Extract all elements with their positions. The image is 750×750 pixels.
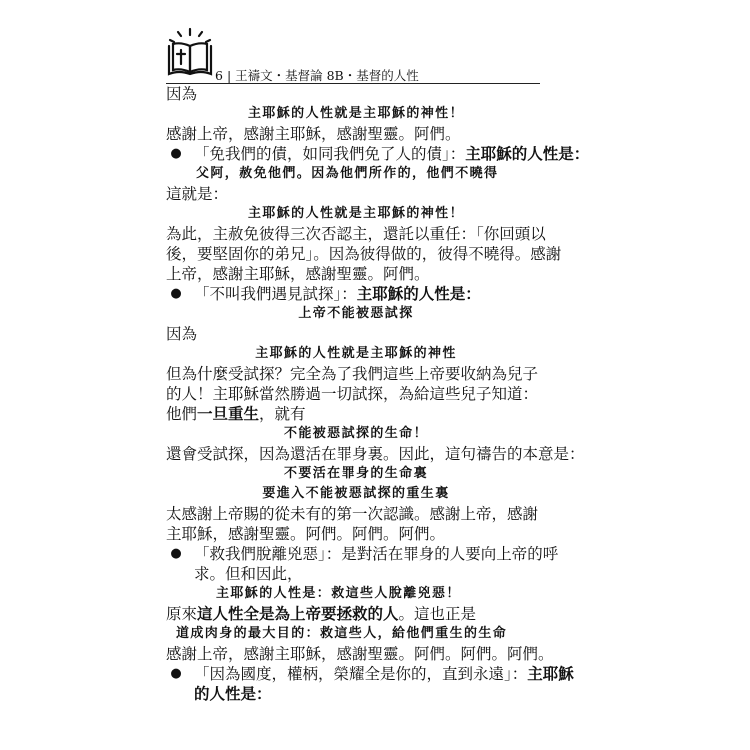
bullet-text: 「免我們的債，如同我們免了人的債」： bbox=[194, 145, 466, 163]
emphasis-line: 不能被惡試探的生命！ bbox=[283, 426, 428, 441]
bold-text: 主耶穌的人性是： bbox=[465, 144, 590, 163]
bullet-item bbox=[166, 664, 574, 684]
bullet-item bbox=[166, 544, 559, 564]
bullet-icon: ● bbox=[170, 666, 182, 681]
text-segment: 他們 bbox=[166, 405, 198, 423]
text-line: 因為 bbox=[166, 325, 198, 343]
text-line: 後，要堅固你的弟兄」。因為彼得做的，彼得不曉得。感謝 bbox=[166, 245, 562, 263]
text-line: 感謝上帝，感謝主耶穌，感謝聖靈。阿們。阿們。阿們。 bbox=[166, 645, 554, 663]
bold-text: 主耶穌的人性是： bbox=[356, 284, 481, 303]
emphasis-line: 主耶穌的人性是：救這些人脫離兇惡！ bbox=[216, 586, 461, 601]
emphasis-line: 主耶穌的人性就是主耶穌的神性 bbox=[255, 346, 457, 361]
emphasis-line: 要進入不能被惡試探的重生裏 bbox=[262, 486, 450, 501]
text-line: 還會受試探，因為還活在罪身裏。因此，這句禱告的本意是： bbox=[166, 445, 585, 463]
emphasis-line: 主耶穌的人性就是主耶穌的神性！ bbox=[247, 206, 464, 221]
emphasis-line: 道成肉身的最大目的：救這些人，給他們重生的生命 bbox=[176, 626, 508, 641]
bold-text: 這人性全是為上帝要拯救的人 bbox=[197, 604, 399, 623]
bullet-item bbox=[166, 144, 590, 164]
bullet-text: 「因為國度，權柄，榮耀全是你的，直到永遠」： bbox=[194, 665, 528, 683]
header-text bbox=[215, 66, 419, 84]
text-line: 因為 bbox=[166, 85, 198, 103]
body-text bbox=[166, 84, 590, 704]
open-bible-cross-icon bbox=[166, 26, 214, 78]
text-line bbox=[166, 604, 546, 624]
text-line: 但為什麼受試探？完全為了我們這些上帝要收納為兒子 bbox=[166, 365, 539, 383]
page-number: 6 bbox=[215, 68, 223, 83]
bullet-icon: ● bbox=[170, 286, 182, 301]
bold-text: 一旦重生 bbox=[197, 404, 260, 423]
page-header bbox=[166, 26, 540, 88]
bullet-icon: ● bbox=[170, 146, 182, 161]
bold-line: 的人性是： bbox=[194, 684, 272, 703]
emphasis-line: 主耶穌的人性就是主耶穌的神性！ bbox=[247, 106, 464, 121]
text-segment: ，就有 bbox=[259, 405, 306, 423]
text-segment: 。這也正是 bbox=[398, 605, 477, 623]
text-line: 上帝，感謝主耶穌，感謝聖靈。阿們。 bbox=[166, 265, 430, 283]
bullet-text: 「不叫我們遇見試探」： bbox=[194, 285, 357, 303]
bold-text: 主耶穌 bbox=[527, 664, 574, 683]
emphasis-line: 上帝不能被惡試探 bbox=[298, 306, 414, 321]
text-line: 感謝上帝，感謝主耶穌，感謝聖靈。阿們。 bbox=[166, 125, 461, 143]
header-separator: | bbox=[226, 68, 236, 83]
bullet-item bbox=[166, 284, 546, 304]
text-line: 的人！主耶穌當然勝過一切試探，為給這些兒子知道： bbox=[166, 385, 539, 403]
emphasis-line: 父阿，赦免他們。因為他們所作的，他們不曉得 bbox=[196, 166, 499, 181]
text-line: 求。但和因此， bbox=[194, 565, 303, 583]
text-line: 太感謝上帝賜的從未有的第一次認識。感謝上帝，感謝 bbox=[166, 505, 539, 523]
text-line: 主耶穌，感謝聖靈。阿們。阿們。阿們。 bbox=[166, 525, 446, 543]
text-line: 這就是： bbox=[166, 185, 229, 203]
running-title: 王禱文・基督論 8B・基督的人性 bbox=[235, 68, 419, 83]
bullet-icon: ● bbox=[170, 546, 182, 561]
bullet-text: 「救我們脫離兇惡」：是對活在罪身的人要向上帝的呼 bbox=[194, 545, 559, 563]
emphasis-line: 不要活在罪身的生命裏 bbox=[283, 466, 428, 481]
text-line bbox=[166, 404, 546, 424]
text-segment: 原來 bbox=[166, 605, 198, 623]
text-line: 為此，主赦免彼得三次否認主，還託以重任：「你回頭以 bbox=[166, 225, 546, 243]
